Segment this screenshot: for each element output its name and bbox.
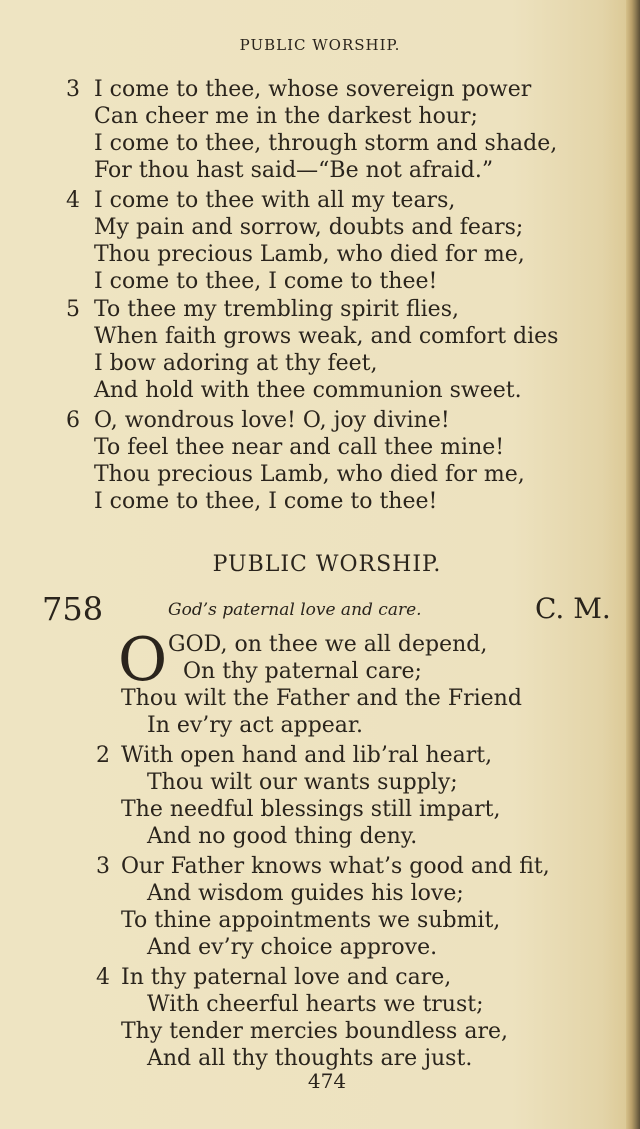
- verse-number: 3: [66, 77, 80, 102]
- hymn-line: Thou wilt our wants supply;: [147, 770, 458, 795]
- verse-line: I come to thee, I come to thee!: [94, 489, 438, 514]
- verse-line: When faith grows weak, and comfort dies: [94, 324, 559, 349]
- verse-number: 2: [96, 743, 110, 768]
- hymn-line: To thine appointments we submit,: [121, 908, 501, 933]
- hymn-line: The needful blessings still impart,: [121, 797, 501, 822]
- hymn-line: And ev’ry choice approve.: [147, 935, 438, 960]
- verse-line: I bow adoring at thy feet,: [94, 351, 378, 376]
- hymn-line: And wisdom guides his love;: [147, 881, 464, 906]
- hymn-line: With open hand and lib’ral heart,: [121, 743, 493, 768]
- verse-line: I come to thee, whose sovereign power: [94, 77, 532, 102]
- verse-number: 3: [96, 854, 110, 879]
- verse-line: For thou hast said—“Be not afraid.”: [94, 158, 494, 183]
- hymn-line: In ev’ry act appear.: [147, 713, 364, 738]
- hymn-line: On thy paternal care;: [183, 659, 422, 684]
- verse-6: [66, 407, 525, 515]
- verse-4: [66, 187, 525, 295]
- drop-cap: O: [118, 625, 168, 695]
- verse-line: I come to thee with all my tears,: [94, 188, 456, 213]
- hymn-line: Our Father knows what’s good and fit,: [121, 854, 550, 879]
- verse-number: 4: [96, 965, 110, 990]
- hymn-line: With cheerful hearts we trust;: [147, 992, 484, 1017]
- verse-3: [66, 76, 557, 184]
- verse-line: To feel thee near and call thee mine!: [94, 435, 505, 460]
- hymn-line: GOD, on thee we all depend,: [168, 632, 488, 657]
- hymn-number: 758: [42, 590, 104, 628]
- verse-line: Can cheer me in the darkest hour;: [94, 104, 478, 129]
- verse-number: 6: [66, 408, 80, 433]
- verse-number: 4: [66, 188, 80, 213]
- verse-line: I come to thee, through storm and shade,: [94, 131, 558, 156]
- hymn-line: And no good thing deny.: [147, 824, 418, 849]
- verse-line: Thou precious Lamb, who died for me,: [94, 242, 525, 267]
- verse-line: Thou precious Lamb, who died for me,: [94, 462, 525, 487]
- verse-line: I come to thee, I come to thee!: [94, 269, 438, 294]
- hymn-line: Thou wilt the Father and the Friend: [121, 686, 522, 711]
- page-number: 474: [307, 1069, 347, 1093]
- verse-5: [66, 296, 558, 404]
- verse-line: My pain and sorrow, doubts and fears;: [94, 215, 524, 240]
- hymn-line: And all thy thoughts are just.: [147, 1046, 473, 1071]
- hymn-line: In thy paternal love and care,: [121, 965, 452, 990]
- verse-line: O, wondrous love! O, joy divine!: [94, 408, 450, 433]
- running-head: PUBLIC WORSHIP.: [239, 36, 401, 54]
- verse-line: To thee my trembling spirit flies,: [94, 297, 459, 322]
- hymn-line: Thy tender mercies boundless are,: [121, 1019, 508, 1044]
- hymn-subtitle: God’s paternal love and care.: [168, 600, 422, 620]
- hymn-meter: C. M.: [535, 592, 611, 625]
- verse-number: 5: [66, 297, 80, 322]
- section-title: PUBLIC WORSHIP.: [212, 552, 442, 577]
- verse-line: And hold with thee communion sweet.: [94, 378, 522, 403]
